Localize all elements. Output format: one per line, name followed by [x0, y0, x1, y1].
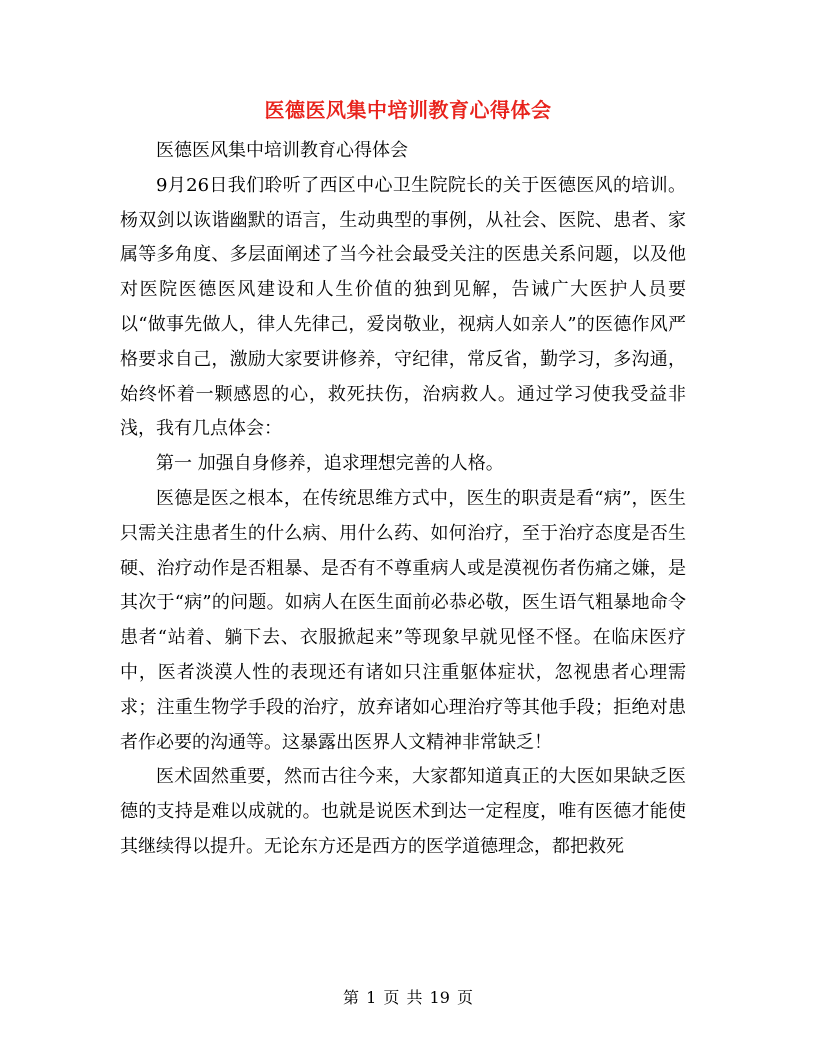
body-paragraph: 医德是医之根本，在传统思维方式中，医生的职责是看“病”，医生只需关注患者生的什么病、用什么药、如何治疗，至于治疗态度是否生硬、治疗动作是否粗暴、是否有不尊重病人或是漠视伤者伤痛之嫌，是其次于“病”的问题。如病人在医生面前必恭必敬，医生语气粗暴地命令患者“站着、躺下去、衣服掀起来”等现象早就见怪不怪。在临床医疗中，医者淡漠人性的表现还有诸如只注重躯体症状，忽视患者心理需求；注重生物学手段的治疗，放弃诸如心理治疗等其他手段；拒绝对患者作必要的沟通等。这暴露出医界人文精神非常缺乏！ [120, 487, 686, 753]
subtitle-paragraph: 医德医风集中培训教育心得体会 [156, 140, 408, 161]
body-paragraph: 医术固然重要，然而古往今来，大家都知道真正的大医如果缺乏医德的支持是难以成就的。也就是说医术到达一定程度，唯有医德才能使其继续得以提升。无论东方还是西方的医学道德理念，都把救死 [120, 766, 686, 857]
page-number-footer: 第 1 页 共 19 页 [343, 988, 473, 1007]
document-title: 医德医风集中培训教育心得体会 [264, 98, 552, 122]
section-heading-paragraph: 第一 加强自身修养，追求理想完善的人格。 [156, 453, 504, 475]
document-body [120, 134, 686, 865]
body-paragraph: 9月26日我们聆听了西区中心卫生院院长的关于医德医风的培训。杨双剑以诙谐幽默的语言，生动典型的事例，从社会、医院、患者、家属等多角度、多层面阐述了当今社会最受关注的医患关系问题，以及他对医院医德医风建设和人生价值的独到见解，告诫广大医护人员要以“做事先做人，律人先律己，爱岗敬业，视病人如亲人”的医德作风严格要求自己，激励大家要讲修养，守纪律，常反省，勤学习，多沟通，始终怀着一颗感恩的心，救死扶伤，治病救人。通过学习使我受益非浅，我有几点体会： [120, 174, 686, 440]
